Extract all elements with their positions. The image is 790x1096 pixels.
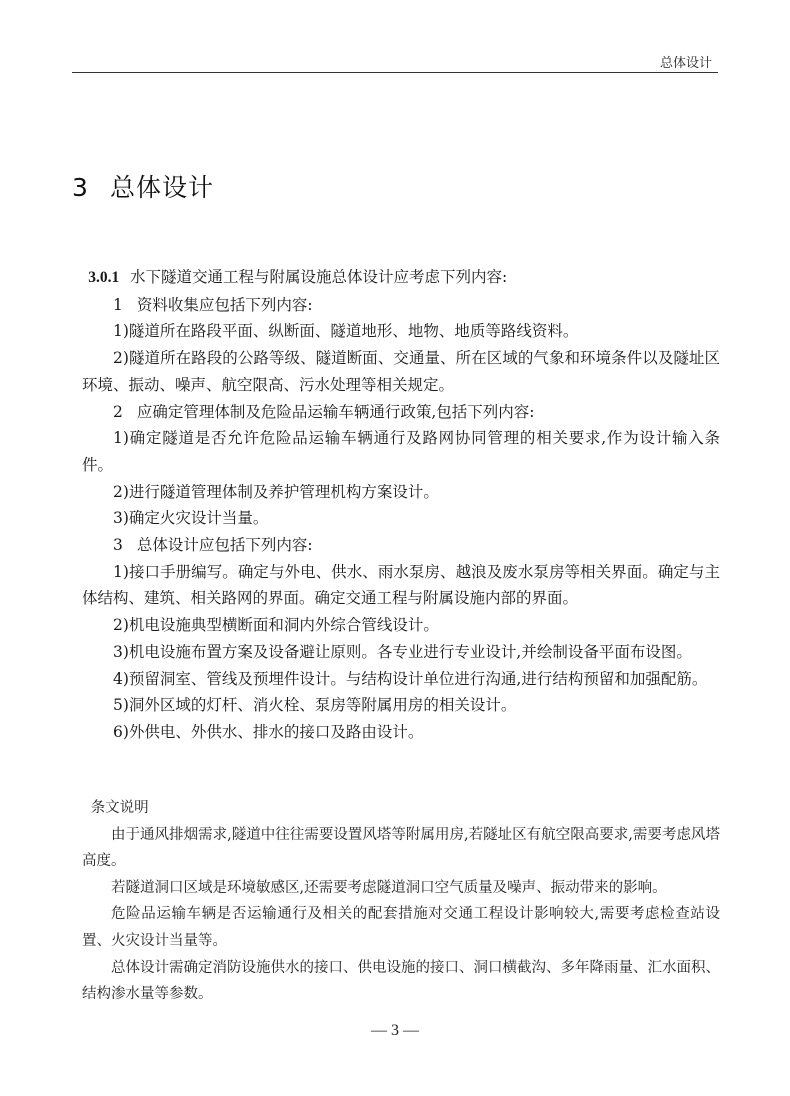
commentary-paragraph: 若隧道洞口区域是环境敏感区,还需要考虑隧道洞口空气质量及噪声、振动带来的影响。 xyxy=(111,879,667,896)
item-number: 1 xyxy=(113,295,123,314)
commentary-paragraph: 由于通风排烟需求,隧道中往往需要设置风塔等附属用房,若隧址区有航空限高要求,需要考虑风塔高度。 xyxy=(82,826,720,870)
clause-body xyxy=(82,264,720,746)
commentary-paragraph: 总体设计需确定消防设施供水的接口、供电设施的接口、洞口横截沟、多年降雨量、汇水面积、结构渗水量等参数。 xyxy=(82,959,720,1003)
clause-text: 水下隧道交通工程与附属设施总体设计应考虑下列内容: xyxy=(130,268,508,286)
sub-item: 5)洞外区域的灯杆、消火栓、泵房等附属用房的相关设计。 xyxy=(113,696,517,715)
item-text: 资料收集应包括下列内容: xyxy=(136,295,313,314)
page-number: — 3 — xyxy=(371,1022,419,1039)
sub-item: 3)机电设施布置方案及设备避让原则。各专业进行专业设计,并绘制设备平面布设图。 xyxy=(113,642,692,661)
item-text: 应确定管理体制及危险品运输车辆通行政策,包括下列内容: xyxy=(136,402,535,421)
item-text: 总体设计应包括下列内容: xyxy=(136,536,313,555)
sub-item: 1)接口手册编写。确定与外电、供水、雨水泵房、越浪及废水泵房等相关界面。确定与主体结构、建筑、相关路网的界面。确定交通工程与附属设施内部的界面。 xyxy=(82,562,720,608)
commentary-section xyxy=(82,795,720,1008)
clause-heading xyxy=(82,264,720,292)
sub-item: 4)预留洞室、管线及预埋件设计。与结构设计单位进行沟通,进行结构预留和加强配筋。 xyxy=(113,669,708,688)
item-number: 2 xyxy=(113,402,123,421)
commentary-paragraph: 危险品运输车辆是否运输通行及相关的配套措施对交通工程设计影响较大,需要考虑检查站设置、火灾设计当量等。 xyxy=(82,906,720,949)
chapter-number: 3 xyxy=(72,173,89,202)
sub-item: 6)外供电、外供水、排水的接口及路由设计。 xyxy=(113,722,424,741)
running-header: 总体设计 xyxy=(659,56,712,71)
list-item xyxy=(82,292,720,319)
sub-item: 2)机电设施典型横断面和洞内外综合管线设计。 xyxy=(113,616,439,635)
chapter-title xyxy=(72,168,214,204)
commentary-heading: 条文说明 xyxy=(90,800,149,816)
clause-number: 3.0.1 xyxy=(88,269,120,286)
list-item xyxy=(82,532,720,559)
list-item xyxy=(82,399,720,426)
sub-item: 2)隧道所在路段的公路等级、隧道断面、交通量、所在区域的气象和环境条件以及隧址区环境、振动、噪声、航空限高、污水处理等相关规定。 xyxy=(82,349,720,394)
sub-item: 1)隧道所在路段平面、纵断面、隧道地形、地物、地质等路线资料。 xyxy=(113,322,579,341)
item-number: 3 xyxy=(113,536,123,555)
header-rule xyxy=(72,72,718,73)
sub-item: 2)进行隧道管理体制及养护管理机构方案设计。 xyxy=(113,482,439,501)
chapter-title-text: 总体设计 xyxy=(110,173,215,202)
sub-item: 3)确定火灾设计当量。 xyxy=(113,509,269,528)
sub-item: 1)确定隧道是否允许危险品运输车辆通行及路网协同管理的相关要求,作为设计输入条件。 xyxy=(82,429,720,474)
